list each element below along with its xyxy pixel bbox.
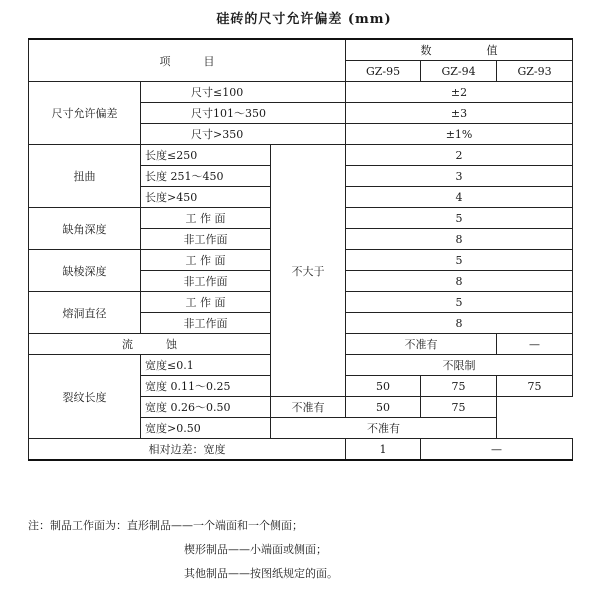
header-values: 数 值 xyxy=(346,39,573,61)
row-value: ±3 xyxy=(346,103,573,124)
table-title: 硅砖的尺寸允许偏差 (mm) xyxy=(216,12,392,27)
row-value: 50 xyxy=(346,376,421,397)
row-value: 不准有 xyxy=(271,418,497,439)
row-cond: 尺寸>350 xyxy=(141,124,346,145)
row-value: 3 xyxy=(346,166,573,187)
row-value: 不准有 xyxy=(271,397,346,418)
corner-label: 缺角深度 xyxy=(29,208,141,250)
row-cond: 非工作面 xyxy=(141,229,271,250)
header-item: 项 目 xyxy=(29,39,346,82)
row-cond: 宽度>0.50 xyxy=(141,418,271,439)
erosion-value-93: — xyxy=(497,334,573,355)
erosion-value-95-94: 不准有 xyxy=(346,334,497,355)
grade-gz94: GZ-94 xyxy=(421,61,497,82)
row-cond: 宽度 0.26～0.50 xyxy=(141,397,271,418)
melt-label: 熔洞直径 xyxy=(29,292,141,334)
row-value: 2 xyxy=(346,145,573,166)
row-value: 50 xyxy=(346,397,421,418)
row-value: 5 xyxy=(346,292,573,313)
notes xyxy=(28,514,338,586)
row-value: 不限制 xyxy=(346,355,573,376)
row-cond: 长度≤250 xyxy=(141,145,271,166)
note-line-2: 楔形制品——小端面或侧面； xyxy=(184,543,327,556)
grade-gz95: GZ-95 xyxy=(346,61,421,82)
warp-label: 扭曲 xyxy=(29,145,141,208)
size-tolerance-label: 尺寸允许偏差 xyxy=(29,82,141,145)
row-cond: 尺寸≤100 xyxy=(141,82,346,103)
erosion-label: 流 蚀 xyxy=(29,334,271,355)
relative-edge-value-rest: — xyxy=(421,439,573,461)
row-value: 75 xyxy=(497,376,573,397)
table-row xyxy=(29,145,573,166)
row-value: ±2 xyxy=(346,82,573,103)
row-value: 8 xyxy=(346,313,573,334)
row-cond: 宽度≤0.1 xyxy=(141,355,271,376)
row-cond: 尺寸101～350 xyxy=(141,103,346,124)
row-value: 8 xyxy=(346,271,573,292)
not-greater-label: 不大于 xyxy=(271,145,346,397)
row-value: 5 xyxy=(346,250,573,271)
row-cond: 长度 251～450 xyxy=(141,166,271,187)
row-cond: 长度>450 xyxy=(141,187,271,208)
row-value: 75 xyxy=(421,376,497,397)
row-cond: 非工作面 xyxy=(141,313,271,334)
table-row xyxy=(29,82,573,103)
edge-label: 缺棱深度 xyxy=(29,250,141,292)
row-cond: 工 作 面 xyxy=(141,208,271,229)
tolerance-table xyxy=(28,38,573,461)
row-value: 4 xyxy=(346,187,573,208)
relative-edge-value-95: 1 xyxy=(346,439,421,461)
note-line-1: 注：制品工作面为：直形制品——一个端面和一个侧面； xyxy=(28,519,303,532)
crack-label: 裂纹长度 xyxy=(29,355,141,439)
row-cond: 宽度 0.11～0.25 xyxy=(141,376,271,397)
grade-gz93: GZ-93 xyxy=(497,61,573,82)
header-row xyxy=(29,39,573,61)
row-value: 75 xyxy=(421,397,497,418)
table-row xyxy=(29,439,573,461)
row-value: 5 xyxy=(346,208,573,229)
row-cond: 工 作 面 xyxy=(141,292,271,313)
row-cond: 工 作 面 xyxy=(141,250,271,271)
row-cond: 非工作面 xyxy=(141,271,271,292)
note-line-3: 其他制品——按图纸规定的面。 xyxy=(184,567,338,580)
row-value: ±1% xyxy=(346,124,573,145)
row-value: 8 xyxy=(346,229,573,250)
relative-edge-label: 相对边差：宽度 xyxy=(29,439,346,461)
